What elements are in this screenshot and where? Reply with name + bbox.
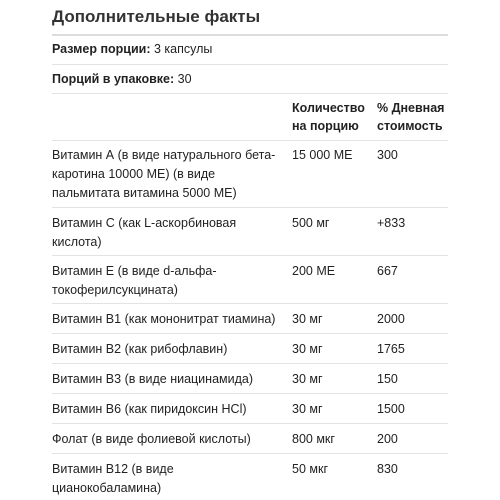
serving-size-label: Размер порции:	[52, 42, 151, 56]
nutrient-name	[52, 214, 282, 252]
row-divider	[52, 393, 448, 394]
nutrient-daily-value: 2000	[377, 312, 405, 326]
amount-header-line: Количество	[292, 101, 365, 115]
amount-column-header	[292, 99, 365, 135]
serving-size-line	[52, 40, 212, 58]
nutrient-name	[52, 430, 282, 449]
serving-size-value: 3 капсулы	[150, 42, 213, 56]
nutrient-name-line: Витамин А (в виде натурального бета-	[52, 148, 276, 162]
row-divider	[52, 207, 448, 208]
row-divider	[52, 423, 448, 424]
nutrient-amount: 30 мг	[292, 312, 323, 326]
nutrient-daily-value: +833	[377, 216, 406, 230]
nutrient-name	[52, 400, 282, 419]
nutrient-name-line: Витамин С (как L-аскорбиновая	[52, 216, 237, 230]
daily-value-column-header	[377, 99, 444, 135]
nutrient-daily-value: 1500	[377, 402, 405, 416]
nutrient-amount: 15 000 МЕ	[292, 148, 353, 162]
row-divider	[52, 255, 448, 256]
nutrient-name-line: Витамин В6 (как пиридоксин HCl)	[52, 402, 247, 416]
nutrient-name-line: пальмитата витамина 5000 МЕ)	[52, 186, 237, 200]
nutrient-amount: 800 мкг	[292, 432, 335, 446]
nutrient-name	[52, 370, 282, 389]
nutrient-name	[52, 146, 282, 203]
nutrient-name-line: Витамин B12 (в виде	[52, 462, 174, 476]
servings-per-container-line	[52, 70, 192, 88]
daily-value-header-line: стоимость	[377, 119, 443, 133]
row-divider	[52, 303, 448, 304]
nutrient-amount: 500 мг	[292, 216, 330, 230]
nutrient-daily-value: 300	[377, 148, 398, 162]
nutrient-name-line: Витамин В3 (в виде ниацинамида)	[52, 372, 254, 386]
row-divider	[52, 333, 448, 334]
nutrient-daily-value: 200	[377, 432, 398, 446]
amount-header-line: на порцию	[292, 119, 359, 133]
nutrient-name-line: цианокобаламина)	[52, 481, 162, 495]
nutrient-name-line: Витамин В2 (как рибофлавин)	[52, 342, 228, 356]
row-divider	[52, 363, 448, 364]
divider	[52, 93, 448, 94]
nutrient-amount: 50 мкг	[292, 462, 328, 476]
servings-per-container-value: 30	[174, 72, 192, 86]
nutrient-name-line: каротина 10000 МЕ) (в виде	[52, 167, 216, 181]
nutrient-name-line: Витамин Е (в виде d-альфа-	[52, 264, 217, 278]
nutrient-daily-value: 667	[377, 264, 398, 278]
servings-per-container-label: Порций в упаковке:	[52, 72, 175, 86]
nutrient-name-line: токоферилсукцината)	[52, 283, 178, 297]
divider	[52, 140, 448, 141]
nutrient-name-line: кислота)	[52, 235, 102, 249]
nutrient-amount: 200 МЕ	[292, 264, 336, 278]
nutrient-daily-value: 830	[377, 462, 398, 476]
nutrient-daily-value: 1765	[377, 342, 405, 356]
nutrient-name	[52, 340, 282, 359]
nutrient-name-line: Витамин В1 (как мононитрат тиамина)	[52, 312, 276, 326]
panel-title: Дополнительные факты	[52, 7, 261, 26]
nutrient-name	[52, 460, 282, 498]
nutrient-name-line: Фолат (в виде фолиевой кислоты)	[52, 432, 251, 446]
nutrient-amount: 30 мг	[292, 372, 323, 386]
title-divider	[52, 34, 448, 36]
nutrient-name	[52, 310, 282, 329]
daily-value-header-line: % Дневная	[377, 101, 445, 115]
row-divider	[52, 453, 448, 454]
nutrient-name	[52, 262, 282, 300]
nutrient-daily-value: 150	[377, 372, 398, 386]
divider	[52, 64, 448, 65]
nutrient-amount: 30 мг	[292, 402, 323, 416]
nutrient-amount: 30 мг	[292, 342, 323, 356]
